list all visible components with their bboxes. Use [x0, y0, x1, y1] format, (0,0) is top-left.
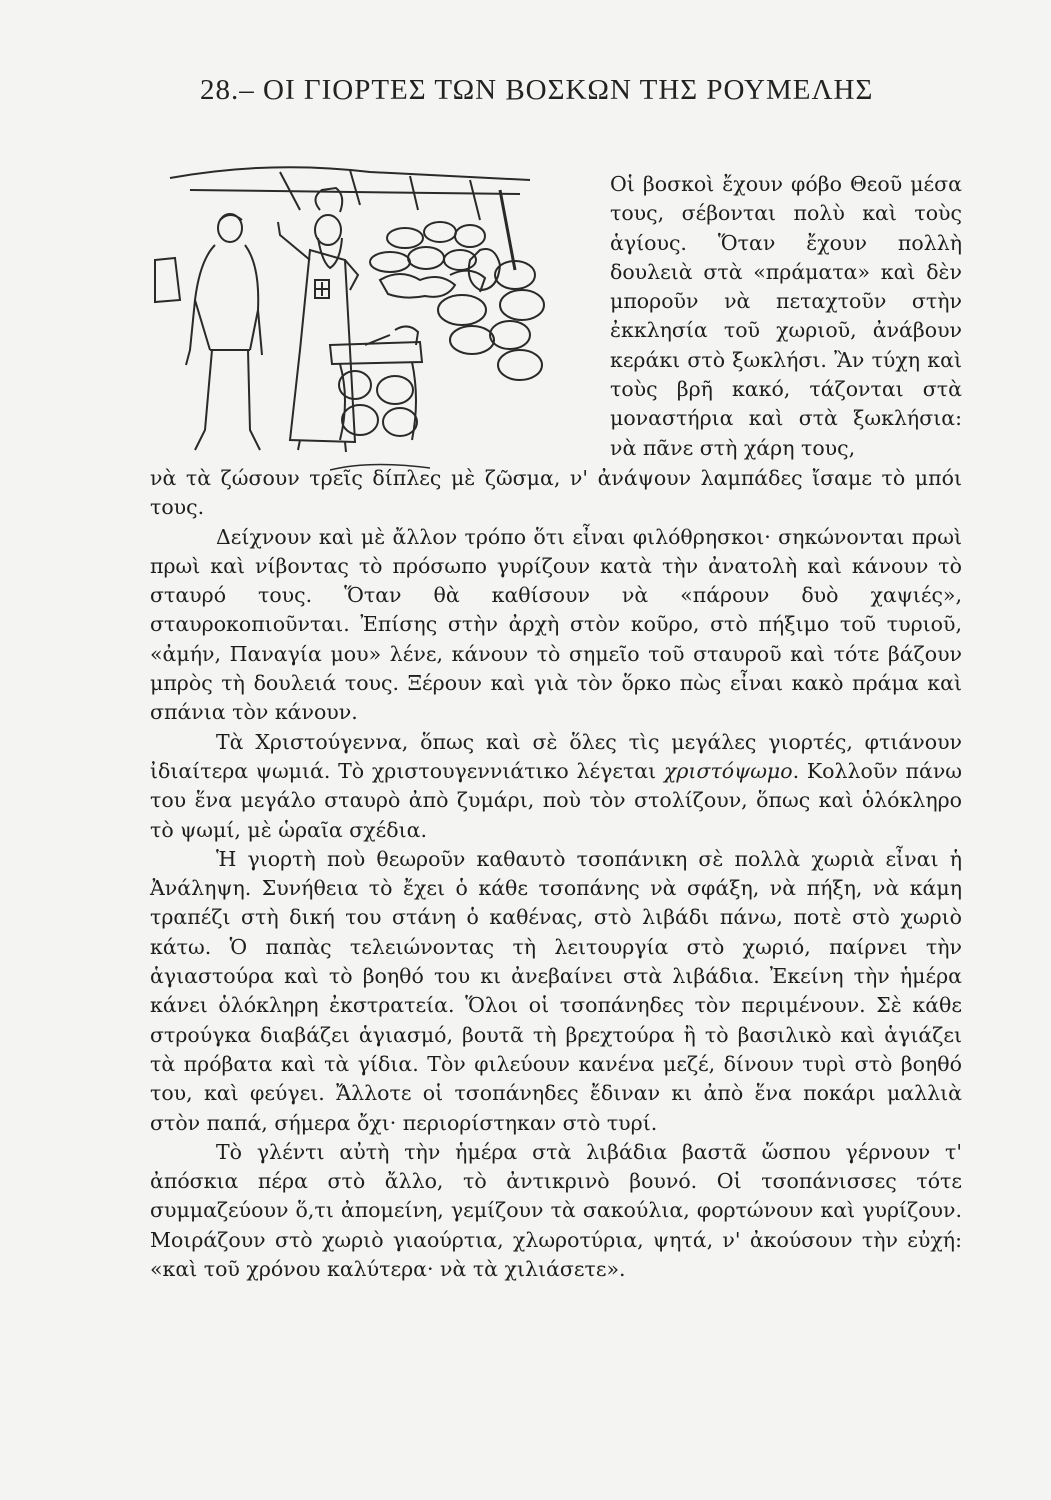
paragraph-5: Τὸ γλέντι αὐτὴ τὴν ἡμέρα στὰ λιβάδια βαστᾶ ὥσπου γέρνουν τ' ἀπόσκια πέρα στὸ ἄλλο, τὸ ἀντικρινὸ βουνό. Οἱ τσοπάνισσες τότε συμμαζεύουν ὅ,τι ἀπομείνη, γεμίζουν τὰ σακούλια, φορτώνουν καὶ γυρίζουν. Μοιράζουν στὸ χωριὸ γιαούρτια, χλωροτύρια, ψητά, ν' ἀκούσουν τὴν εὐχή: «καὶ τοῦ χρόνου καλύτερα· νὰ τὰ χιλιάσετε». [150, 1139, 962, 1282]
paragraph-4: Ἡ γιορτὴ ποὺ θεωροῦν καθαυτὸ τσοπάνικη σὲ πολλὰ χωριὰ εἶναι ἡ Ἀνάληψη. Συνήθεια τὸ ἔχει ὁ κάθε τσοπάνης νὰ σφάξη, νὰ πήξη, νὰ κάμη τραπέζι στὴ δική του στάνη ὁ καθένας, στὸ λιβάδι πάνω, ποτὲ στὸ χωριὸ κάτω. Ὁ παπὰς τελειώνοντας τὴ λειτουργία στὸ χωριό, παίρνει τὴν ἁγιαστούρα καὶ τὸ βοηθό του κι ἀνεβαίνει στὰ λιβάδια. Ἐκείνη τὴν ἡμέρα κάνει ὁλόκληρη ἐκστρατεία. Ὅλοι οἱ τσοπάνηδες τὸν περιμένουν. Σὲ κάθε στρούγκα διαβάζει ἁγιασμό, βουτᾶ τὴ βρεχτούρα ἢ τὸ βασιλικὸ καὶ ἁγιάζει τὰ πρόβατα καὶ τὰ γίδια. Τὸν φιλεύουν κανένα μεζέ, δίνουν τυρὶ στὸ βοηθό του, καὶ φεύγει. Ἄλλοτε οἱ τσοπάνηδες ἔδιναν κι ἀπὸ ἕνα ποκάρι μαλλιὰ στὸν παπά, σήμερα ὄχι· περιορίστηκαν στὸ τυρί. [150, 846, 962, 1135]
page-title: 28.– ΟΙ ΓΙΟΡΤΕΣ ΤΩΝ ΒΟΣΚΩΝ ΤΗΣ ΡΟΥΜΕΛΗΣ [200, 74, 874, 106]
paragraph-3-term: χριστόψωμο [663, 758, 793, 783]
intro-paragraph: Οἱ βοσκοὶ ἔχουν φόβο Θεοῦ μέσα τους, σέβονται πολὺ καὶ τοὺς ἁγίους. Ὅταν ἔχουν πολλὴ δουλειὰ στὰ «πράματα» καὶ δὲν μποροῦν νὰ πεταχτοῦν στὴν ἐκκλησία τοῦ χωριοῦ, ἀνάβουν κεράκι στὸ ξωκλήσι. Ἂν τύχη καὶ τοὺς βρῆ κακό, τάζονται στὰ μοναστήρια καὶ στὰ ξωκλήσια: νὰ πᾶνε στὴ χάρη τους, [610, 172, 962, 460]
paragraph-2: Δείχνουν καὶ μὲ ἄλλον τρόπο ὅτι εἶναι φιλόθρησκοι· σηκώνονται πρωὶ πρωὶ καὶ νίβοντας τὸ πρόσωπο γυρίζουν κατὰ τὴν ἀνατολὴ καὶ κάνουν τὸ σταυρό τους. Ὅταν θὰ καθίσουν νὰ «πάρουν δυὸ χαψιές», σταυροκοπιοῦνται. Ἐπίσης στὴν ἀρχὴ στὸν κοῦρο, στὸ πήξιμο τοῦ τυριοῦ, «ἀμήν, Παναγία μου» λένε, κάνουν τὸ σημεῖο τοῦ σταυροῦ καὶ τότε βάζουν μπρὸς τὴ δουλειά τους. Ξέρουν καὶ γιὰ τὸν ὅρκο πὼς εἶναι κακὸ πράμα καὶ σπάνια τὸν κάνουν. [150, 524, 962, 725]
article-body [150, 464, 962, 1284]
paragraph-3-start: Τὰ Χριστούγεννα, ὅπως καὶ σὲ ὅλες τὶς μεγάλες γιορτές, φτιάνουν ἰδιαίτερα ψωμιά. Τὸ χριστουγεννιάτικο λέγεται [150, 729, 962, 783]
priest-blessing-illustration [150, 150, 590, 480]
paragraph-1-continuation: νὰ τὰ ζώσουν τρεῖς δίπλες μὲ ζῶσμα, ν' ἀνάψουν λαμπάδες ἴσαμε τὸ μπόι τους. [150, 466, 962, 520]
paragraph-3-end: . Κολλοῦν πάνω του ἕνα μεγάλο σταυρὸ ἀπὸ ζυμάρι, ποὺ τὸν στολίζουν, ὅπως καὶ ὁλόκληρο τὸ ψωμί, μὲ ὡραῖα σχέδια. [150, 758, 962, 842]
paragraph-3 [150, 728, 962, 845]
